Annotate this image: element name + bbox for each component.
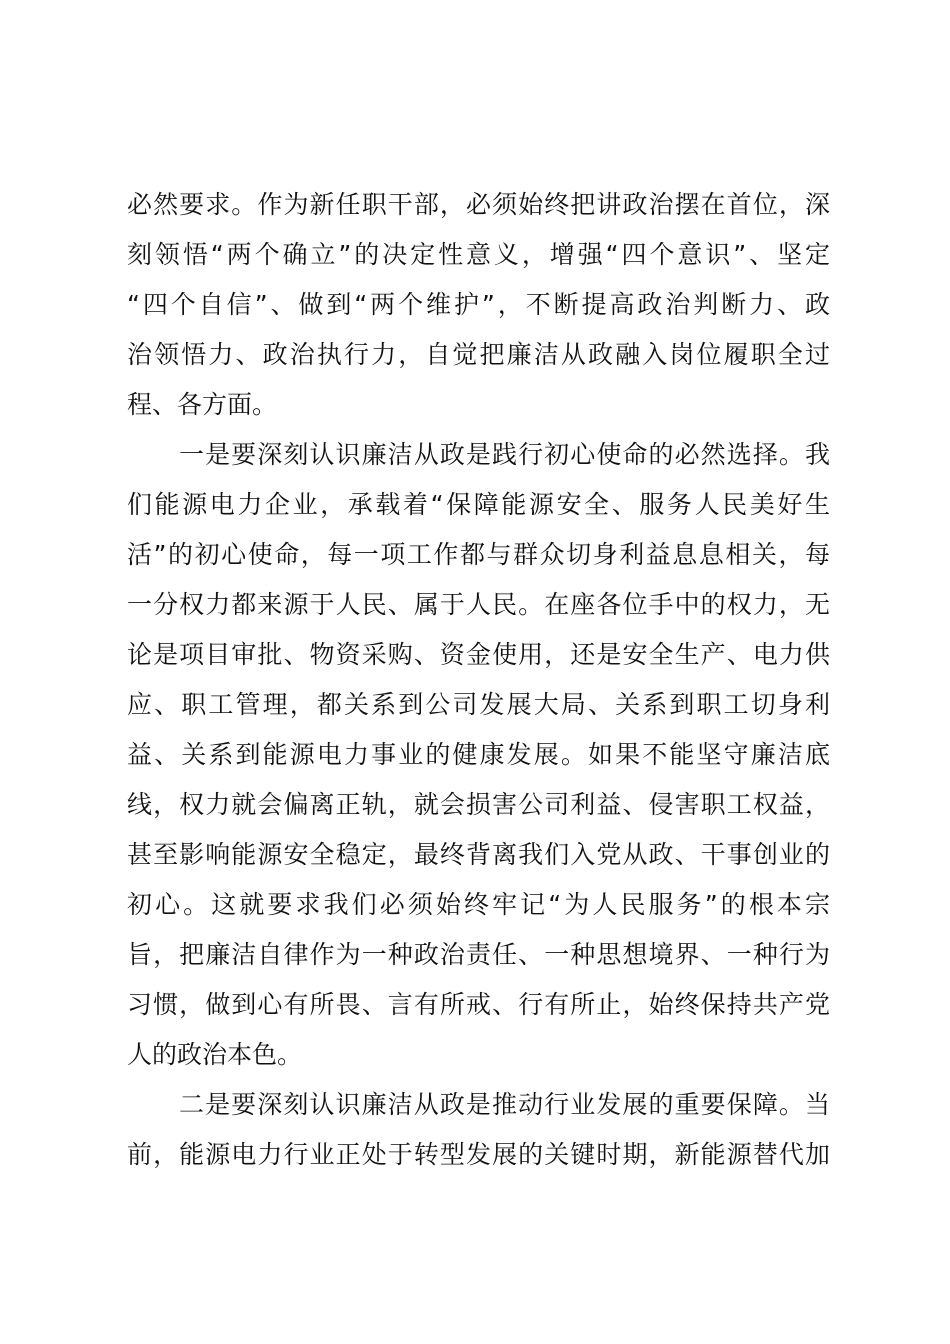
text-line: 甚至影响能源安全稳定，最终背离我们入党从政、干事创业的 bbox=[127, 840, 830, 869]
text-line: 活”的初心使命，每一项工作都与群众切身利益息息相关，每 bbox=[127, 540, 830, 569]
text-line: 一分权力都来源于人民、属于人民。在座各位手中的权力，无 bbox=[127, 590, 830, 619]
text-line: 前，能源电力行业正处于转型发展的关键时期，新能源替代加 bbox=[127, 1140, 830, 1169]
text-line: 论是项目审批、物资采购、资金使用，还是安全生产、电力供 bbox=[127, 640, 830, 669]
document-body bbox=[127, 180, 830, 1180]
text-line: 刻领悟“两个确立”的决定性意义，增强“四个意识”、坚定 bbox=[127, 240, 830, 269]
text-line: 益、关系到能源电力事业的健康发展。如果不能坚守廉洁底 bbox=[127, 740, 830, 769]
text-line: 旨，把廉洁自律作为一种政治责任、一种思想境界、一种行为 bbox=[127, 940, 830, 969]
text-line: 应、职工管理，都关系到公司发展大局、关系到职工切身利 bbox=[127, 690, 830, 719]
text-line: 初心。这就要求我们必须始终牢记“为人民服务”的根本宗 bbox=[127, 890, 830, 919]
paragraph-intro-continuation bbox=[127, 180, 830, 430]
text-line: 治领悟力、政治执行力，自觉把廉洁从政融入岗位履职全过 bbox=[127, 340, 830, 369]
text-line: 程、各方面。 bbox=[127, 390, 278, 419]
text-line: “四个自信”、做到“两个维护”，不断提高政治判断力、政 bbox=[127, 290, 830, 319]
text-line: 们能源电力企业，承载着“保障能源安全、服务人民美好生 bbox=[127, 490, 830, 519]
paragraph-point-one bbox=[127, 430, 830, 1080]
text-line: 一是要深刻认识廉洁从政是践行初心使命的必然选择。我 bbox=[179, 440, 830, 469]
text-line: 二是要深刻认识廉洁从政是推动行业发展的重要保障。当 bbox=[179, 1090, 830, 1119]
text-line: 习惯，做到心有所畏、言有所戒、行有所止，始终保持共产党 bbox=[127, 990, 830, 1019]
paragraph-point-two bbox=[127, 1080, 830, 1180]
text-line: 人的政治本色。 bbox=[127, 1040, 303, 1069]
text-line: 线，权力就会偏离正轨，就会损害公司利益、侵害职工权益， bbox=[127, 790, 830, 819]
text-line: 必然要求。作为新任职干部，必须始终把讲政治摆在首位，深 bbox=[127, 190, 830, 219]
